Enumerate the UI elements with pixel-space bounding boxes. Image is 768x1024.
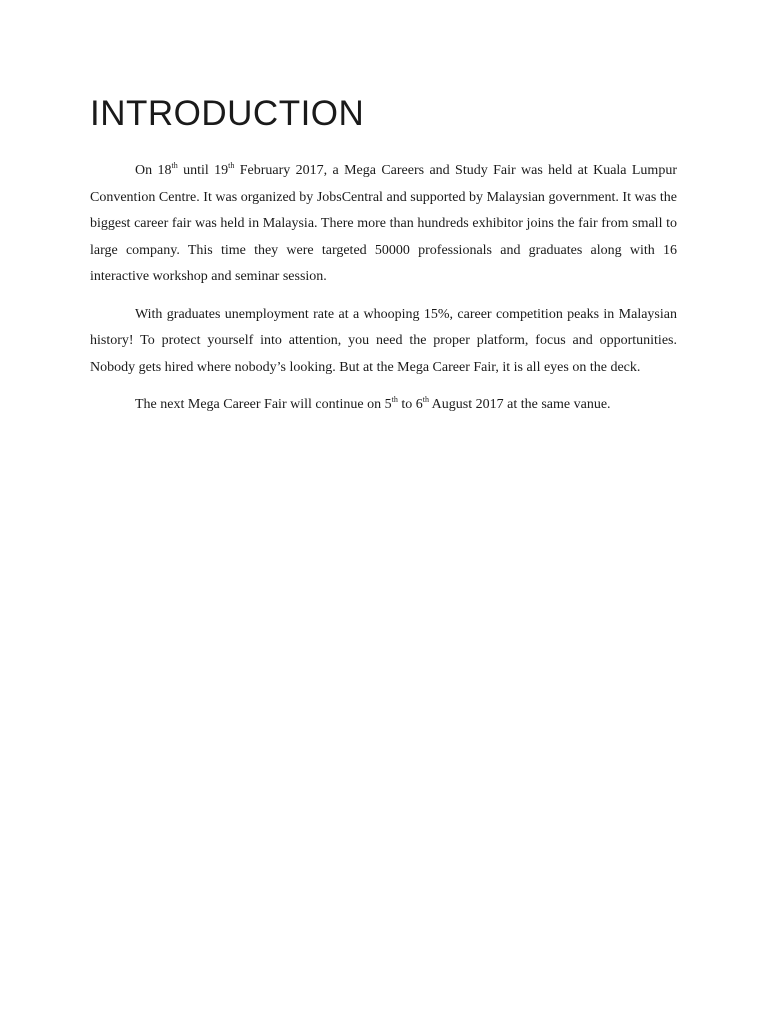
paragraph-event-summary xyxy=(90,158,677,291)
ordinal-suffix: th xyxy=(171,161,178,170)
paragraph-text: February 2017, a Mega Careers and Study Fair was held at Kuala Lumpur Convention Centre. It was organized by JobsCentral and supported by Malaysian government. It was the biggest career fair was held in Malaysia. There more than hundreds exhibitor joins the fair from small to large company. This time they were targeted 50000 professionals and graduates along with 16 interactive workshop and seminar session. xyxy=(90,163,677,284)
paragraph-next-fair xyxy=(90,392,677,419)
paragraph-text: With graduates unemployment rate at a whooping 15%, career competition peaks in Malaysian history! To protect yourself into attention, you need the proper platform, focus and opportunities. Nobody gets hired where nobody’s looking. But at the Mega Career Fair, it is all eyes on the deck. xyxy=(90,306,677,375)
ordinal-suffix: th xyxy=(391,395,398,404)
paragraph-text: until 19 xyxy=(177,163,229,178)
paragraph-text: On 18 xyxy=(135,163,172,178)
paragraph-text: The next Mega Career Fair will continue on 5 xyxy=(135,397,392,412)
ordinal-suffix: th xyxy=(228,161,235,170)
paragraph-text: to 6 xyxy=(397,397,423,412)
ordinal-suffix: th xyxy=(422,395,429,404)
paragraph-text: August 2017 at the same vanue. xyxy=(428,397,611,412)
paragraph-unemployment xyxy=(90,302,677,382)
page-title: INTRODUCTION xyxy=(90,94,365,133)
document-page xyxy=(90,92,677,430)
